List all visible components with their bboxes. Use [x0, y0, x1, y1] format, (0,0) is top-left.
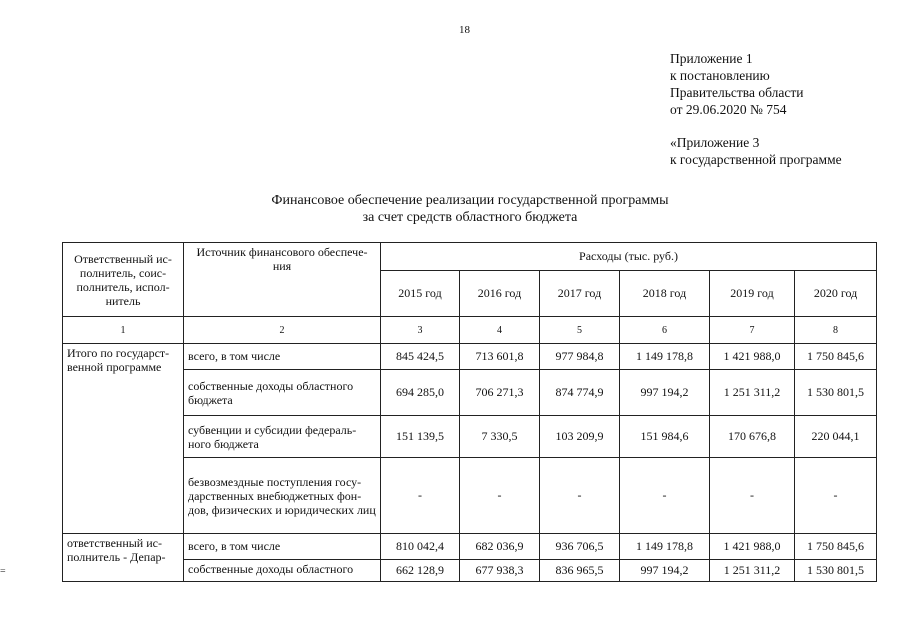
appendix-line: от 29.06.2020 № 754 [670, 102, 787, 117]
value-cell: 1 530 801,5 [795, 370, 877, 416]
document-title [60, 192, 880, 226]
executor-cell: ответственный ис-полнитель - Депар- [63, 534, 184, 582]
value-cell: 694 285,0 [381, 370, 460, 416]
appendix-block [670, 50, 842, 168]
value-cell: 1 530 801,5 [795, 560, 877, 582]
value-cell: 1 251 311,2 [710, 370, 795, 416]
header-year: 2017 год [540, 271, 620, 317]
source-cell: собственные доходы областного бюджета [184, 370, 381, 416]
table-row [63, 416, 877, 458]
value-cell: 997 194,2 [620, 370, 710, 416]
value-cell: 220 044,1 [795, 416, 877, 458]
header-year: 2016 год [460, 271, 540, 317]
appendix-line: Правительства области [670, 85, 804, 100]
value-cell: - [795, 458, 877, 534]
value-cell: 7 330,5 [460, 416, 540, 458]
column-index-row [63, 317, 877, 344]
value-cell: 151 139,5 [381, 416, 460, 458]
column-index: 1 [63, 317, 184, 344]
value-cell: 836 965,5 [540, 560, 620, 582]
value-cell: 662 128,9 [381, 560, 460, 582]
value-cell: 706 271,3 [460, 370, 540, 416]
value-cell: 977 984,8 [540, 344, 620, 370]
value-cell: 682 036,9 [460, 534, 540, 560]
value-cell: 1 750 845,6 [795, 344, 877, 370]
appendix-line: Приложение 1 [670, 51, 753, 66]
value-cell: 1 251 311,2 [710, 560, 795, 582]
source-cell: собственные доходы областного [184, 560, 381, 582]
table-row [63, 344, 877, 370]
appendix-line: «Приложение 3 [670, 135, 760, 150]
header-year: 2019 год [710, 271, 795, 317]
value-cell: 845 424,5 [381, 344, 460, 370]
header-executor: Ответственный ис-полнитель, соис-полнитель, испол-нитель [63, 243, 184, 317]
column-index: 8 [795, 317, 877, 344]
page-number: 18 [459, 24, 470, 36]
header-year: 2018 год [620, 271, 710, 317]
value-cell: 1 421 988,0 [710, 534, 795, 560]
value-cell: 874 774,9 [540, 370, 620, 416]
source-cell: безвозмездные поступления госу-дарственных внебюджетных фон-дов, физических и юридических лиц [184, 458, 381, 534]
source-cell: всего, в том числе [184, 534, 381, 560]
appendix-line: к государственной программе [670, 152, 842, 167]
value-cell: - [620, 458, 710, 534]
table-row [63, 534, 877, 560]
value-cell: 713 601,8 [460, 344, 540, 370]
column-index: 2 [184, 317, 381, 344]
header-year: 2020 год [795, 271, 877, 317]
appendix-line: к постановлению [670, 68, 770, 83]
column-index: 5 [540, 317, 620, 344]
executor-cell: Итого по государст-венной программе [63, 344, 184, 534]
column-index: 3 [381, 317, 460, 344]
value-cell: - [540, 458, 620, 534]
value-cell: 1 421 988,0 [710, 344, 795, 370]
column-index: 6 [620, 317, 710, 344]
table-row [63, 560, 877, 582]
value-cell: 810 042,4 [381, 534, 460, 560]
value-cell: 103 209,9 [540, 416, 620, 458]
source-cell: всего, в том числе [184, 344, 381, 370]
finance-table [62, 242, 877, 582]
side-mark: = [0, 566, 6, 577]
value-cell: 1 149 178,8 [620, 534, 710, 560]
value-cell: 170 676,8 [710, 416, 795, 458]
title-line-1: Финансовое обеспечение реализации государственной программы [271, 193, 669, 208]
column-index: 7 [710, 317, 795, 344]
value-cell: 936 706,5 [540, 534, 620, 560]
value-cell: - [710, 458, 795, 534]
title-line-2: за счет средств областного бюджета [362, 210, 578, 225]
header-expenses: Расходы (тыс. руб.) [381, 243, 877, 271]
table-row [63, 458, 877, 534]
header-year: 2015 год [381, 271, 460, 317]
source-cell: субвенции и субсидии федераль-ного бюджета [184, 416, 381, 458]
value-cell: - [460, 458, 540, 534]
value-cell: 997 194,2 [620, 560, 710, 582]
value-cell: 151 984,6 [620, 416, 710, 458]
value-cell: 1 149 178,8 [620, 344, 710, 370]
header-source: Источник финансового обеспече-ния [184, 243, 381, 317]
column-index: 4 [460, 317, 540, 344]
value-cell: - [381, 458, 460, 534]
table-row [63, 370, 877, 416]
value-cell: 1 750 845,6 [795, 534, 877, 560]
value-cell: 677 938,3 [460, 560, 540, 582]
